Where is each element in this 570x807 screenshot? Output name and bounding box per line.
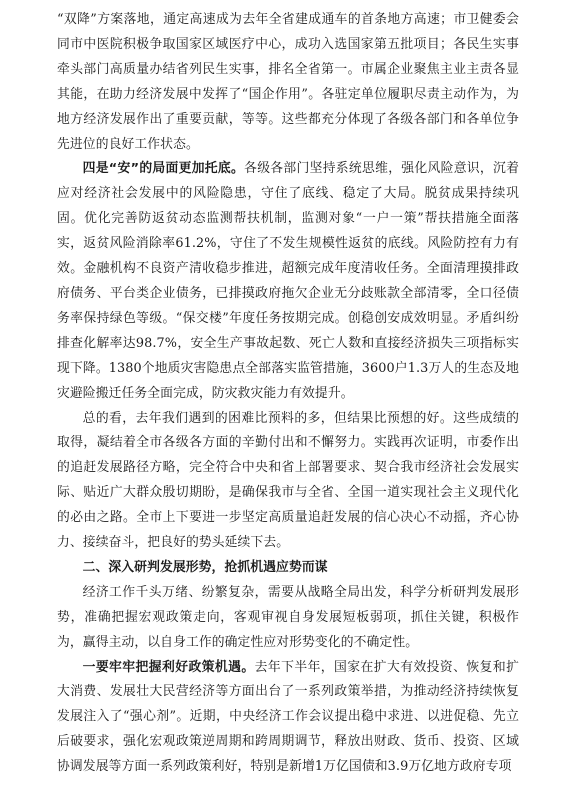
paragraph-text: 总的看，去年我们遇到的困难比预料的多，但结果比预想的好。这些成绩的取得，凝结着全市各级各方面的辛勤付出和不懈努力。实践再次证明，市委作出的追赶发展路径方略，完全符合中央和省上部署要求、契合我市经济社会发展实际、贴近广大群众殷切期盼，是确保我市与全省、全国一道实现社会主义现代化的必由之路。全市上下要进一步坚定高质量追赶发展的信心决心不动摇，齐心协力、接续奋斗，把良好的势头延续下去。 <box>57 410 519 551</box>
paragraph-text: “双降”方案落地，通定高速成为去年全省建成通车的首条地方高速；市卫健委会同市中医院积极争取国家区域医疗中心，成功入选国家第五批项目；各民生实事牵头部门高质量办结省列民生实事，排名全省第一。市属企业聚焦主业主责各显其能，在助力经济发展中发挥了“国企作用”。各驻定单位履职尽责主动作为，为地方经济发展作出了重要贡献，等等。这些都充分体现了各级各部门和各单位争先进位的良好工作状态。 <box>57 12 519 152</box>
paragraph-5 <box>57 581 519 656</box>
paragraph-lead: 四是“安”的局面更加托底。 <box>82 161 245 177</box>
section-heading-text: 二、深入研判发展形势，抢抓机遇应势而谋 <box>82 559 328 575</box>
paragraph-6 <box>57 656 519 781</box>
paragraph-text: 去年下半年，国家在扩大有效投资、恢复和扩大消费、发展壮大民营经济等方面出台了一系列政策举措，为推动经济持续恢复发展注入了“强心剂”。近期，中央经济工作会议提出稳中求进、以进促稳、先立后破要求，强化宏观政策逆周期和跨周期调节，释放出财政、货币、投资、区域协调发展等方面一系列政策利好，特别是新增1万亿国债和3.9万亿地方政府专项 <box>57 659 519 775</box>
paragraph-2 <box>57 157 519 406</box>
paragraph-3 <box>57 407 519 556</box>
paragraph-text: 各级各部门坚持系统思维，强化风险意识，沉着应对经济社会发展中的风险隐患，守住了底线、稳定了大局。脱贫成果持续巩固。优化完善防返贫动态监测帮扶机制，监测对象“一户一策”帮扶措施全面落实，返贫风险消除率61.2%，守住了不发生规模性返贫的底线。风险防控有力有效。金融机构不良资产清收稳步推进，超额完成年度清收任务。全面清理摸排政府债务、平台类企业债务，已排摸政府拖欠企业无分歧账款全部清零，全口径债务率保持绿色等级。“保交楼”年度任务按期完成。创稳创安成效明显。矛盾纠纷排查化解率达98.7%，安全生产事故起数、死亡人数和直接经济损失三项指标实现下降。1380个地质灾害隐患点全部落实监管措施，3600户1.3万人的生态及地灾避险搬迁任务全面完成，防灾救灾能力有效提升。 <box>57 161 519 401</box>
paragraph-text: 经济工作千头万绪、纷繁复杂，需要从战略全局出发，科学分析研判发展形势，准确把握宏观政策走向，客观审视自身发展短板弱项，抓住关键，积极作为，赢得主动，以自身工作的确定性应对形势变化的不确定性。 <box>57 584 519 650</box>
paragraph-lead: 一要牢牢把握利好政策机遇。 <box>82 659 255 675</box>
section-heading <box>57 556 519 581</box>
paragraph-1 <box>57 8 519 157</box>
